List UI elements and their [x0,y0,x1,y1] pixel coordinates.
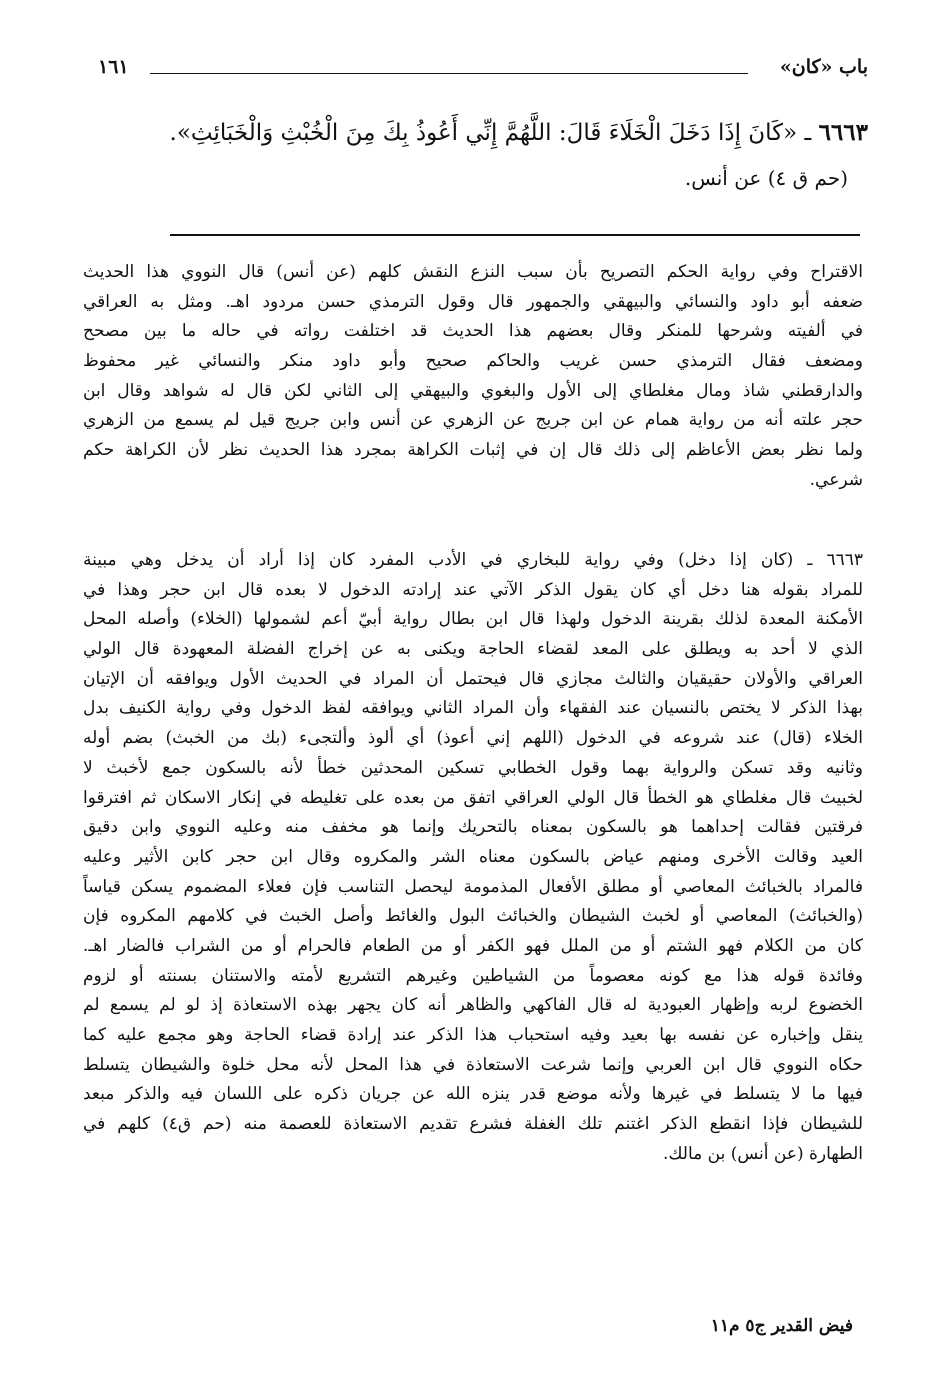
commentary-paragraph-1 [83,258,863,496]
commentary-line: الطهارة (عن أنس) بن مالك. [663,1143,863,1164]
footnote-rule [170,234,860,236]
commentary-line: شرعي. [809,469,863,490]
commentary-line: حجر علته أنه من رواية همام عن ابن جريج عن الزهري عن أنس وابن جريج قيل لم يسمع من الزهري [83,410,863,431]
header-rule [150,73,748,74]
chapter-title: باب «كان» [779,56,868,78]
commentary-line: في ألفيته وشرحها للمنكر وقال بعضهم هذا الحديث قد اختلفت رواته في حاله ما بين مصحح [83,321,863,342]
commentary-line: (والخبائث) المعاصي أو لخبث الشيطان والخبائث البول والغائط وأصل الخبث في كلامهم المكروه فإن [83,906,863,927]
page-footer: فيض القدير ج٥ م١١ [710,1316,853,1336]
commentary-line: وفائدة قوله هذا مع كونه معصوماً من الشياطين وغيرهم التشريع لأمته والاستنان بسنته أو لزوم [83,965,863,986]
commentary-line: العراقي والأولان حقيقيان والثالث مجازي قال فيحتمل أن المراد في الحديث الأول ويوافقه أن الإتيان [83,668,863,689]
commentary-line: الخضوع لربه وإظهار العبودية له قال الفاكهي والظاهر أنه كان يجهر بهذه الاستعاذة إذ لو لم يسمع لم [83,995,863,1016]
page-header [98,56,868,86]
hadith-body: «كَانَ إِذَا دَخَلَ الْخَلَاءَ قَالَ: اللَّهُمَّ إِنِّي أَعُوذُ بِكَ مِنَ الْخُبْثِ وَالْخَبَائِثِ». [169,120,798,146]
commentary-line: العيد وقالت الأخرى ومنهم عياض بالسكون معناه الشر والمكروه وقال ابن حجر كابن الأثير وعليه [83,846,863,867]
commentary-line: فالمراد بالخبائث المعاصي أو مطلق الأفعال المذمومة ليحصل التناسب فإن فعلاء المضموم يسكن قياساً [83,876,863,897]
hadith-text: ٦٦٦٣ ـ «كَانَ إِذَا دَخَلَ الْخَلَاءَ قَالَ: اللَّهُمَّ إِنِّي أَعُوذُ بِكَ مِنَ الْخُبْثِ وَالْخَبَائِثِ». [169,119,868,146]
commentary-line: وثانيه وقد تسكن والرواية بهما وقول الخطابي تسكين المحدثين خطأ لأنه بالسكون جمع لأخبث لا [83,757,863,778]
hadith-number: ٦٦٦٣ [818,119,868,146]
commentary-line: بهذا الذكر لا يختص بالنسيان عند الفقهاء وأن المراد الثاني ويوافقه لفظ الدخول وفي رواية الكنيف بدل [83,698,863,719]
commentary-line: حكاه النووي قال ابن العربي وإنما شرعت الاستعاذة في هذا المحل لأنه محل خلوة والشيطان يتسلط [83,1054,863,1075]
commentary-line: الاقتراح وفي رواية الحكم التصريح بأن سبب النزع النقش كلهم (عن أنس) قال النووي هذا الحديث [83,262,863,282]
commentary-line: ينقل وإخباره عن نفسه بها بعيد وفيه استحباب هذا الذكر عند إرادة قضاء الحاجة وهو مجمع عليه كما [83,1025,863,1045]
commentary-line: فيها ما لا يتسلط في غيرها ولأنه موضع قدر ينزه الله عن جريان ذكره على اللسان فيه والذكر مبعد [83,1084,863,1105]
commentary-line: للمراد بقوله هنا دخل أي كان يقول الذكر الآتي عند إرادته الدخول لا بعده قال ابن حجر وهذا في [83,579,863,600]
hadith-source: (حم ق ٤) عن أنس. [684,166,848,190]
commentary-line: ضعفه أبو داود والنسائي والبيهقي والجمهور قال وقول الترمذي حسن مردود اهـ. ومثل به العراقي [83,291,863,312]
commentary-line: للشيطان فإذا انقطع الذكر اغتنم تلك الغفلة فشرع تقديم الاستعاذة للعصمة منه (حم ق٤) كلهم في [83,1114,863,1135]
commentary-paragraph-2 [83,546,863,1169]
page-number: ١٦١ [98,56,129,78]
commentary-line: فرقتين فقالت إحداهما هو بالسكون بمعناه بالتحريك وإنما هو مخفف منه وعليه النووي وابن دقيق [83,817,863,838]
commentary-line: الخلاء (قال) عند شروعه في الدخول (اللهم إني أعوذ) أي ألوذ وألتجىء (بك من الخبث) بضم أوله [83,728,863,749]
commentary-line: الأمكنة المعدة لذلك بقرينة الدخول ولهذا قال ابن بطال رواية أبيّ أعم لشمولها (الخلاء) وأصله المحل [83,609,863,630]
commentary-line: لخبيث قال مغلطاي هو الخطأ قال الولي العراقي اتفق من بعده على تغليطه في إنكار الاسكان ثم افترقوا [83,787,863,808]
commentary-line: كان من الكلام فهو الشتم أو من الملل فهو الكفر أو من الطعام فالحرام أو من الشراب فالضار اهـ. [83,935,863,956]
commentary-line: ولما نظر بعض الأعاظم إلى ذلك قال إن في إثبات الكراهة بمجرد هذا الحديث نظر لأن الكراهة حكم [83,440,863,461]
commentary-line: الذي لا أحد به ويطلق على المعد لقضاء الحاجة ويكنى به عن إخراج الفضلة المعهودة قال الولي [83,639,863,660]
commentary-line: والدارقطني شاذ ومال مغلطاي إلى الأول والبغوي والبيهقي إلى الثاني لكن قال له شواهد وقال ابن [83,380,863,401]
commentary-line: ومضعف فقال الترمذي حسن غريب والحاكم صحيح وأبو داود منكر والنسائي غير محفوظ [83,351,863,372]
commentary-line: ٦٦٦٣ ـ (كان إذا دخل) وفي رواية للبخاري في الأدب المفرد كان إذا أراد أن يدخل وهي مبينة [83,550,863,570]
